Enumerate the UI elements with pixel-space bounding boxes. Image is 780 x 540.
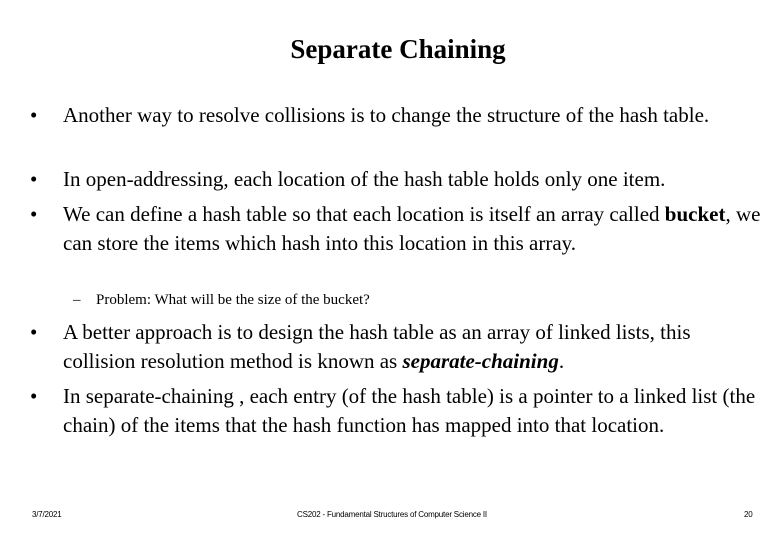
bullet-text-5: In separate-chaining , each entry (of the hash table) is a pointer to a linked list (the chain) of the items that the hash function has mapped into that location. <box>63 384 756 437</box>
sub-bullet-text: Problem: What will be the size of the bucket? <box>96 292 370 308</box>
bucket-term: bucket <box>664 202 726 226</box>
sub-bullet-dash: – <box>73 292 81 308</box>
bullet-text-1: Another way to resolve collisions is to change the structure of the hash table. <box>63 103 710 127</box>
footer-course-title: CS202 - Fundamental Structures of Computer Science II <box>297 510 487 519</box>
bullet-dot: • <box>30 202 38 226</box>
bullet-dot: • <box>30 167 38 191</box>
bullet-item-5 <box>30 382 763 440</box>
sub-bullet-item <box>73 290 756 310</box>
bullet-text-2: In open-addressing, each location of the hash table holds only one item. <box>63 167 666 191</box>
bullet-dot: • <box>30 384 38 408</box>
bullet-text-3-pre: We can define a hash table so that each location is itself an array called <box>63 202 665 226</box>
bullet-text-4-pre: A better approach is to design the hash table as an array of linked lists, this collision resolution method is known as <box>63 320 691 373</box>
bullet-dot: • <box>30 320 38 344</box>
bullet-dot: • <box>30 103 38 127</box>
footer-page-number: 20 <box>744 510 753 519</box>
slide-title: Separate Chaining <box>290 34 506 64</box>
bullet-item-1 <box>30 101 763 130</box>
bullet-text-4-post: . <box>558 349 565 373</box>
bullet-text-3-post: , we can store the items which hash into this location in this array. <box>63 202 761 255</box>
footer-date: 3/7/2021 <box>32 510 62 519</box>
bullet-item-3 <box>30 200 763 258</box>
bullet-item-4 <box>30 318 763 376</box>
bullet-item-2 <box>30 165 763 194</box>
separate-chaining-term: separate-chaining <box>402 349 559 373</box>
